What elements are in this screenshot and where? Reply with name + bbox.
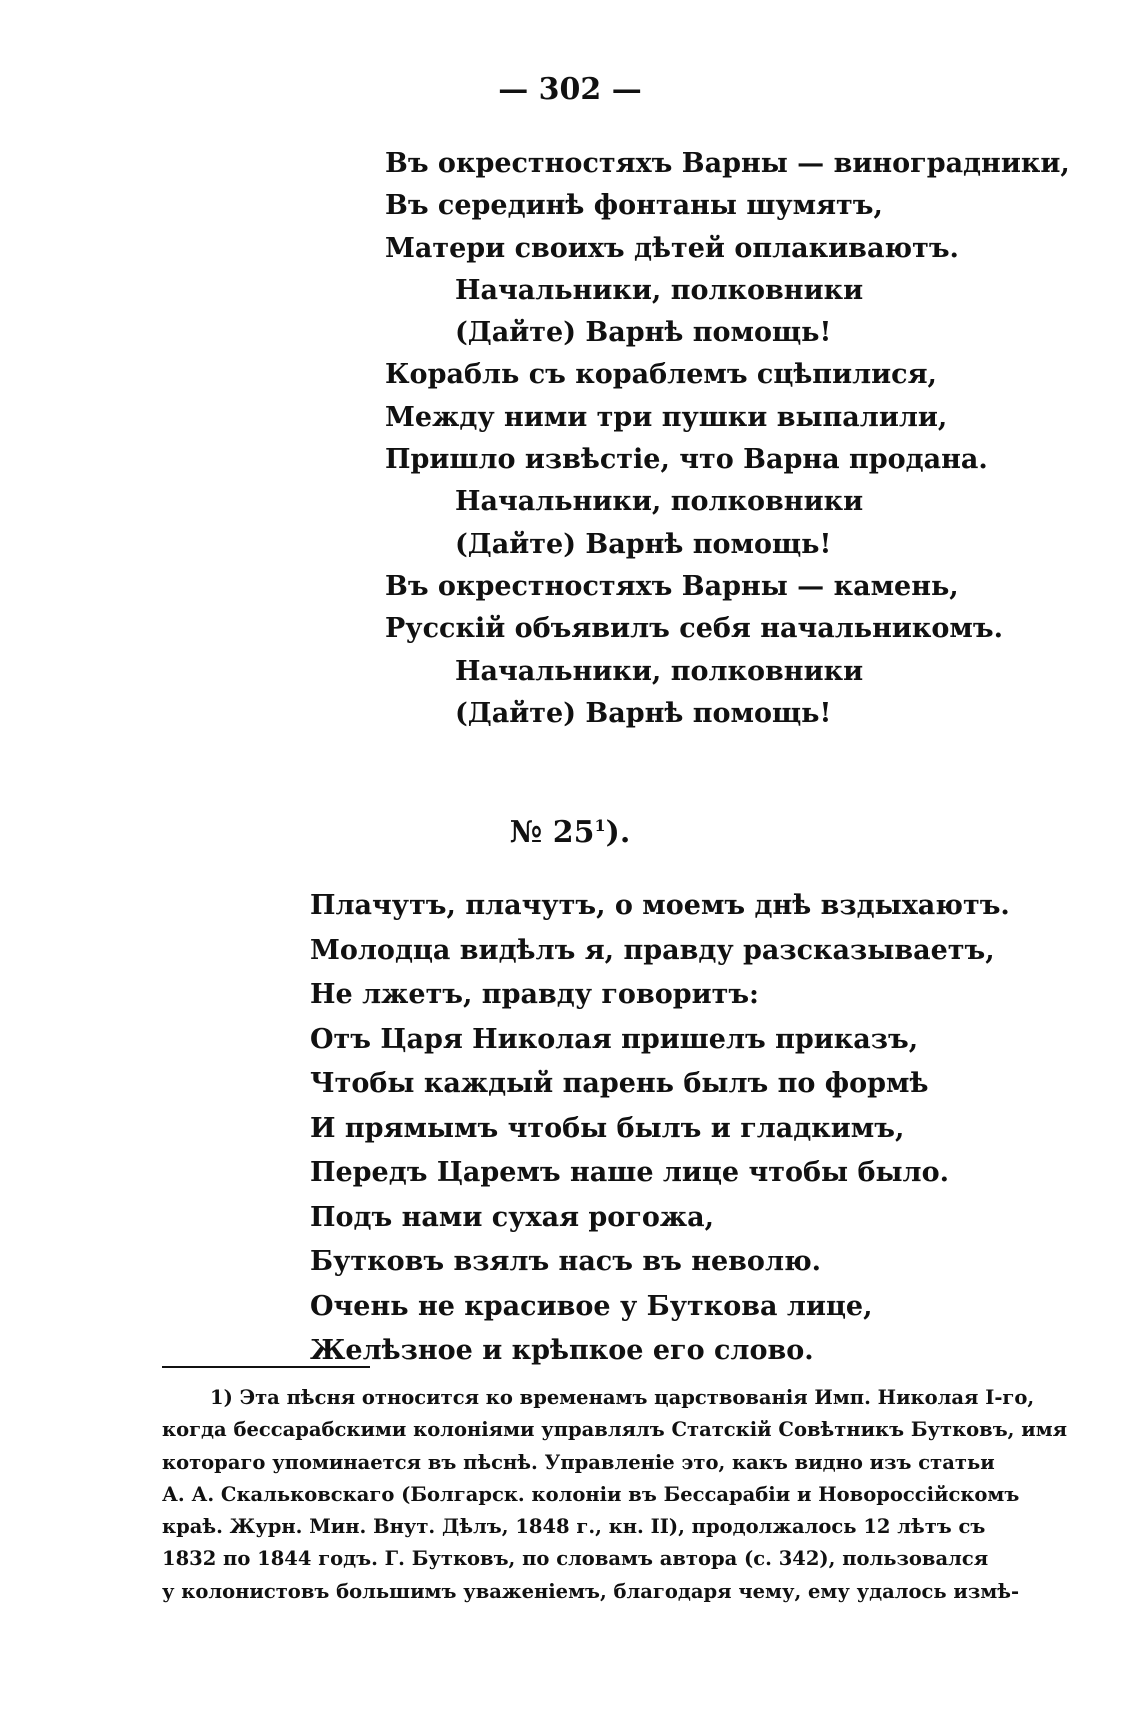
- poem-song-25: [310, 884, 1010, 1374]
- poem-line: Отъ Царя Николая пришелъ приказъ,: [310, 1023, 919, 1055]
- poem-line: Бутковъ взялъ насъ въ неволю.: [310, 1246, 822, 1277]
- poem-varna: [385, 143, 1070, 735]
- footnote-line: А. А. Скальковскаго (Болгарск. колоніи въ Бессарабіи и Новороссійскомъ: [162, 1482, 1020, 1506]
- song-heading: [0, 815, 1140, 850]
- footnote-line: когда бессарабскими колоніями управлялъ Статскій Совѣтникъ Бутковъ, имя: [162, 1418, 1068, 1442]
- footnote: [162, 1382, 1068, 1608]
- poem-refrain-line: Начальники, полковники: [455, 486, 864, 518]
- poem-line: Пришло извѣстіе, что Варна продана.: [385, 444, 988, 476]
- poem-line: Очень не красивое у Буткова лице,: [310, 1290, 873, 1322]
- poem-line: Чтобы каждый парень былъ по формѣ: [310, 1068, 929, 1099]
- poem-line: Русскій объявилъ себя начальникомъ.: [385, 613, 1003, 645]
- poem-line: Плачутъ, плачутъ, о моемъ днѣ вздыхаютъ.: [310, 890, 1010, 921]
- poem-line: Въ окрестностяхъ Варны — камень,: [385, 570, 959, 602]
- song-heading-suffix: ).: [605, 815, 631, 850]
- poem-refrain-line: (Дайте) Варнѣ помощь!: [455, 528, 832, 560]
- poem-line: Подъ нами сухая рогожа,: [310, 1201, 715, 1233]
- footnote-divider: [162, 1366, 370, 1368]
- footnote-line: у колонистовъ большимъ уваженіемъ, благодаря чему, ему удалось измѣ-: [162, 1579, 1020, 1603]
- poem-line: Молодца видѣлъ я, правду разсказываетъ,: [310, 934, 995, 966]
- footnote-line: котораго упоминается въ пѣснѣ. Управленіе это, какъ видно изъ статьи: [162, 1450, 995, 1474]
- footnote-reference: 1: [594, 816, 606, 835]
- poem-refrain-line: (Дайте) Варнѣ помощь!: [455, 317, 832, 349]
- footnote-line: 1832 по 1844 годъ. Г. Бутковъ, по словамъ автора (с. 342), пользовался: [162, 1547, 989, 1571]
- poem-line: Не лжетъ, правду говоритъ:: [310, 979, 760, 1010]
- poem-line: Желѣзное и крѣпкое его слово.: [310, 1335, 814, 1366]
- page-number: — 302 —: [498, 72, 642, 107]
- song-number: № 25: [509, 815, 595, 850]
- poem-line: И прямымъ чтобы былъ и гладкимъ,: [310, 1112, 905, 1144]
- poem-line: Матери своихъ дѣтей оплакиваютъ.: [385, 232, 959, 264]
- poem-line: Между ними три пушки выпалили,: [385, 401, 948, 433]
- poem-refrain-line: Начальники, полковники: [455, 274, 864, 306]
- poem-line: Корабль съ кораблемъ сцѣпилися,: [385, 359, 937, 391]
- footnote-line: 1) Эта пѣсня относится ко временамъ царствованія Имп. Николая I-го,: [210, 1386, 1035, 1409]
- poem-line: Передъ Царемъ наше лице чтобы было.: [310, 1157, 949, 1188]
- poem-refrain-line: Начальники, полковники: [455, 655, 864, 687]
- poem-line: Въ окрестностяхъ Варны — виноградники,: [385, 148, 1070, 179]
- poem-refrain-line: (Дайте) Варнѣ помощь!: [455, 697, 832, 729]
- poem-line: Въ серединѣ фонтаны шумятъ,: [385, 190, 883, 222]
- footnote-line: краѣ. Журн. Мин. Внут. Дѣлъ, 1848 г., кн. II), продолжалось 12 лѣтъ съ: [162, 1515, 986, 1539]
